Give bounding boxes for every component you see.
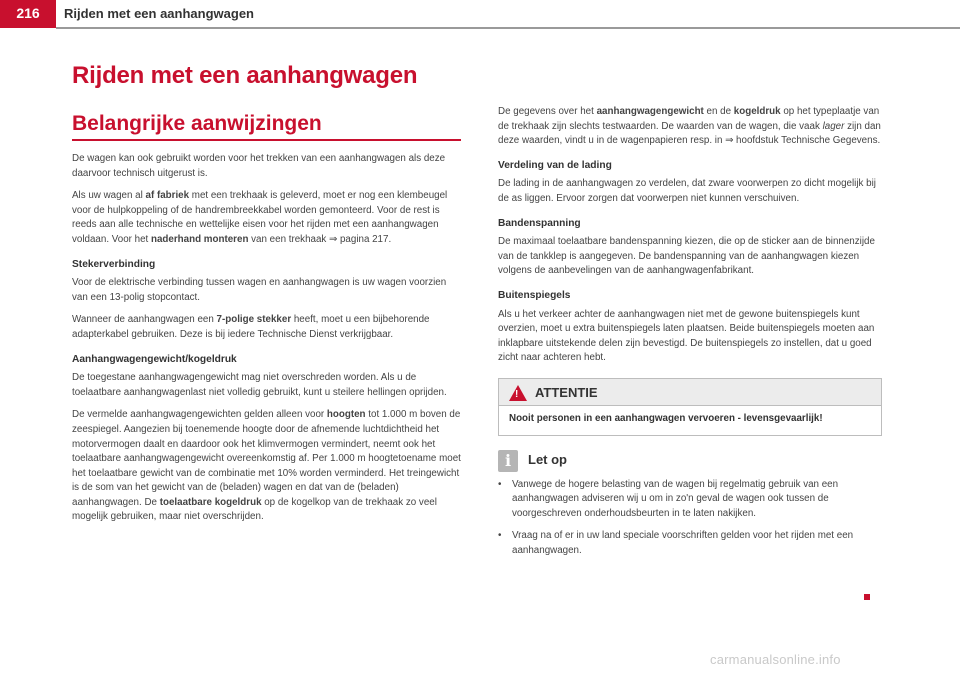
load-paragraph: De lading in de aanhangwagen zo verdelen, dat zware voorwerpen zo dicht mogelijk bij de as liggen. Ervoor zorgen dat voorwerpen niet kunnen verschuiven.	[498, 178, 876, 204]
warning-title: ATTENTIE	[535, 384, 598, 400]
list-item: • Vraag na of er in uw land speciale voorschriften gelden voor het rijden met een aanhangwagen.	[498, 529, 882, 558]
info-icon: i	[498, 450, 518, 472]
altitude-paragraph: De vermelde aanhangwagengewichten gelden alleen voor hoogten tot 1.000 m boven de zeespiegel. Aangezien bij toenemende hoogte door de afnemende luchtdichtheid het motorvermogen daalt en daardoor ook het klimvermogen vermindert, neemt ook het toelaatbare aanhangwagengewicht overeenkomstig af. Per 1.000 m hoogtetoename moet het toelaatbare gewicht van de combinatie met 10% worden verminderd. Het treingewicht is de som van het gewicht van de (beladen) wagen en dat van de (beladen) aanhangwagen. De toelaatbare kogeldruk op de kogelkop van de trekhaak zo veel mogelijk gebruiken, maar niet overschrijden.	[72, 409, 461, 523]
tip-box	[498, 450, 882, 559]
adapter-paragraph: Wanneer de aanhangwagen een 7-polige stekker heeft, moet u een bijbehorende adapterkabel gebruiken. Deze is bij iedere Technische Dienst verkrijgbaar.	[72, 314, 430, 340]
socket-paragraph: Voor de elektrische verbinding tussen wagen en aanhangwagen is uw wagen voorzien van een 13-polig stopcontact.	[72, 277, 447, 303]
heading-lading: Verdeling van de lading	[498, 159, 612, 171]
tip-header	[498, 450, 882, 472]
running-title: Rijden met een aanhangwagen	[64, 6, 254, 21]
heading-banden: Bandenspanning	[498, 217, 581, 229]
heading-stekerverbinding: Stekerverbinding	[72, 258, 156, 270]
list-item: • Vanwege de hogere belasting van de wagen bij regelmatig gebruik van een aanhangwagen adviseren wij u om in zo'n geval de wagen ook tussen de voorgeschreven onderhoudsbeurten in te laten nakijken.	[498, 478, 882, 522]
intro-paragraph: De wagen kan ook gebruikt worden voor het trekken van een aanhangwagen als deze daarvoor technisch uitgerust is.	[72, 153, 446, 179]
mirror-paragraph: Als u het verkeer achter de aanhangwagen niet met de gewone buitenspiegels kunt overzien, moet u extra buitenspiegels laten plaatsen. Beide buitenspiegels moeten aan inklapbare uitstekende delen zijn bevestigd. De buitenspiegels zo instellen, dat u goed zicht naar achteren hebt.	[498, 308, 875, 364]
tip-list	[498, 478, 882, 559]
typeplate-paragraph: De gegevens over het aanhangwagengewicht en de kogeldruk op het typeplaatje van de trekhaak zijn slechts testwaarden. De waarden van de wagen, die vaak lager zijn dan deze waarden, vindt u in de wagenpapieren resp. in ⇒ hoofdstuk Technische Gegevens.	[498, 106, 881, 147]
warning-text: Nooit personen in een aanhangwagen vervoeren - levensgevaarlijk!	[499, 405, 881, 435]
header-rule	[56, 27, 960, 29]
page-number: 216	[0, 0, 56, 28]
tyre-paragraph: De maximaal toelaatbare bandenspanning kiezen, die op de sticker aan de binnenzijde van de tankklep is aangegeven. De bandenspanning van de aanhangwagen kiezen volgens de aanbevelingen van de aanhangwagenfabrikant.	[498, 236, 875, 277]
warning-box	[498, 378, 882, 436]
tip-title: Let op	[528, 452, 567, 468]
left-column	[72, 152, 462, 533]
section-end-marker	[864, 594, 870, 600]
section-title: Belangrijke aanwijzingen	[72, 112, 322, 135]
warning-triangle-icon: !	[509, 385, 527, 401]
right-column	[498, 105, 882, 566]
watermark: carmanualsonline.info	[710, 652, 841, 667]
factory-paragraph: Als uw wagen al af fabriek met een trekhaak is geleverd, moet er nog een klembeugel voor de hulpkoppeling of de handrembreekkabel worden gemonteerd. Voor de rest is reeds aan alle technische en wettelijke eisen voor het rijden met een aanhangwagen voldaan. Voor het naderhand monteren van een trekhaak ⇒ pagina 217.	[72, 190, 448, 245]
heading-spiegels: Buitenspiegels	[498, 289, 571, 301]
heading-gewicht: Aanhangwagengewicht/kogeldruk	[72, 353, 237, 365]
warning-header	[499, 379, 881, 405]
page-title: Rijden met een aanhangwagen	[72, 62, 418, 89]
section-title-rule	[72, 139, 461, 141]
weight-paragraph: De toegestane aanhangwagengewicht mag niet overschreden worden. Als u de toelaatbare aanhangwagenlast niet volledig gebruikt, kunt u steilere hellingen oprijden.	[72, 372, 447, 398]
